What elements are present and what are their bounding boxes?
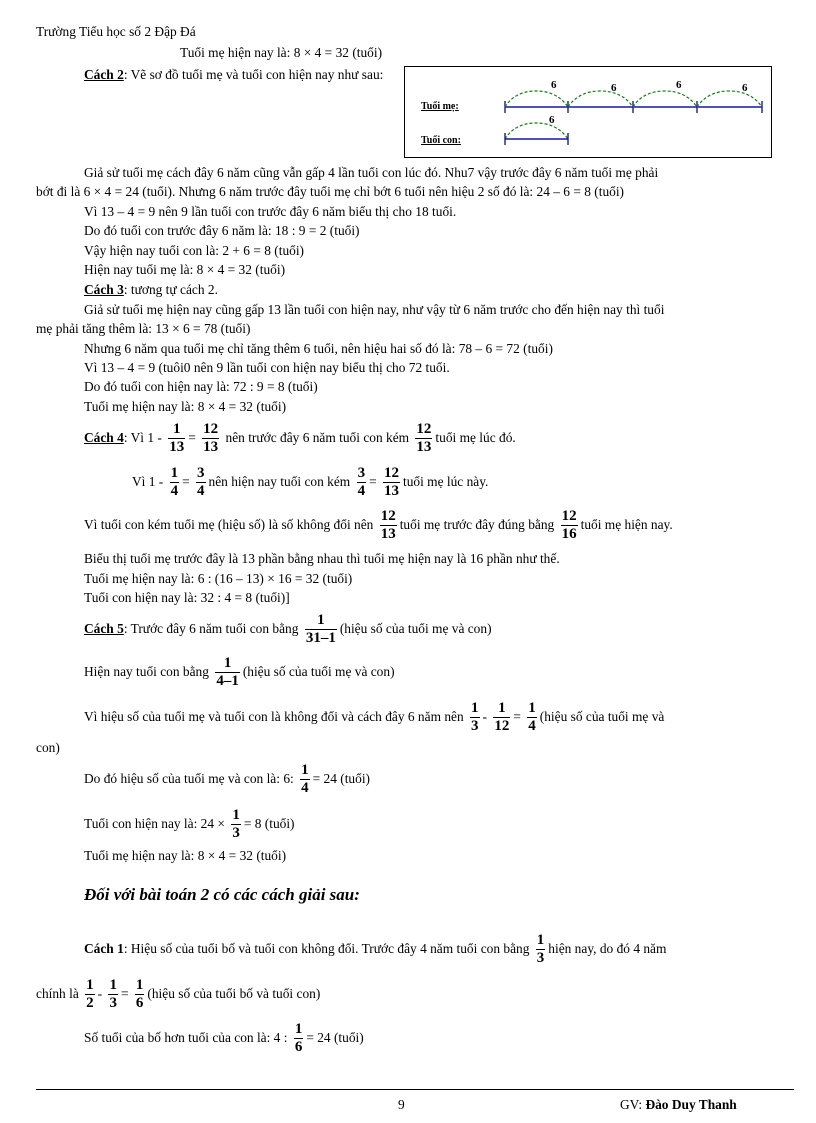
denominator: 3 bbox=[109, 995, 117, 1012]
mother-label: Tuổi mẹ: bbox=[421, 101, 459, 112]
fraction bbox=[85, 978, 95, 1011]
text: (hiệu số của tuổi mẹ và con) bbox=[242, 664, 395, 679]
age-diagram-svg bbox=[405, 67, 770, 156]
text: tuổi mẹ hiện nay. bbox=[580, 517, 673, 532]
numerator: 1 bbox=[471, 700, 479, 717]
equals: = bbox=[513, 709, 521, 724]
cach4-l5: Tuổi mẹ hiện nay là: 6 : (16 – 13) × 16 = 32 (tuổi) bbox=[84, 571, 353, 586]
numerator: 12 bbox=[380, 508, 396, 525]
denominator: 13 bbox=[380, 526, 396, 543]
numerator: 12 bbox=[416, 421, 432, 438]
brace-c1 bbox=[505, 123, 568, 139]
text: Hiện nay tuổi con bằng bbox=[84, 664, 209, 679]
text: Số tuổi của bố hơn tuổi của con là: 4 : bbox=[84, 1030, 288, 1045]
denominator: 12 bbox=[494, 718, 510, 735]
numerator: 1 bbox=[493, 701, 510, 718]
text: Tuổi con hiện nay là: 24 × bbox=[84, 816, 225, 831]
text: = 8 (tuổi) bbox=[243, 816, 295, 831]
text: (hiệu số của tuổi mẹ và con) bbox=[339, 621, 492, 636]
fraction bbox=[383, 466, 400, 499]
numerator: 1 bbox=[135, 977, 144, 994]
cach3-l3: Vì 13 – 4 = 9 (tuôi0 nên 9 lần tuổi con hiện nay biểu thị cho 72 tuổi. bbox=[84, 360, 450, 375]
cach4-l2 bbox=[132, 460, 488, 504]
page-number: 9 bbox=[398, 1097, 405, 1112]
cach2-l3: Do đó tuổi con trước đây 6 năm là: 18 : 9 = 2 (tuổi) bbox=[84, 223, 360, 238]
numerator: 3 bbox=[197, 465, 205, 482]
fraction bbox=[305, 613, 337, 646]
denominator: 2 bbox=[86, 995, 94, 1012]
cach4-l6: Tuổi con hiện nay là: 32 : 4 = 8 (tuổi)] bbox=[84, 590, 290, 605]
cach2-title bbox=[84, 66, 383, 84]
denominator: 4 bbox=[357, 483, 366, 500]
fraction bbox=[470, 701, 480, 734]
b2c1-label: Cách 1 bbox=[84, 941, 124, 956]
b2c1-l2 bbox=[36, 972, 320, 1016]
numerator: 1 bbox=[86, 977, 94, 994]
denominator: 3 bbox=[232, 825, 240, 842]
text: : Vì 1 - bbox=[123, 430, 162, 445]
section2-heading: Đối với bài toán 2 có các cách giải sau: bbox=[84, 885, 360, 904]
denominator: 13 bbox=[384, 483, 399, 500]
fraction bbox=[527, 701, 537, 734]
text: tuổi mẹ lúc đó. bbox=[435, 430, 516, 445]
cach2-label: Cách 2 bbox=[84, 67, 124, 82]
cach2-p1a: Giả sử tuổi mẹ cách đây 6 năm cũng vẫn gấp 4 lần tuổi con lúc đó. Nhu7 vậy trước đây 6 năm tuổi mẹ phải bbox=[84, 165, 659, 180]
gv-label: GV: bbox=[620, 1097, 643, 1112]
cach5-l3-cont: con) bbox=[36, 740, 60, 755]
seg-label: 6 bbox=[549, 114, 555, 126]
fraction bbox=[415, 422, 432, 455]
numerator: 1 bbox=[305, 613, 337, 630]
denominator: 13 bbox=[416, 439, 432, 456]
equals: = bbox=[182, 474, 190, 489]
cach2-l4: Vậy hiện nay tuổi con là: 2 + 6 = 8 (tuổi) bbox=[84, 243, 305, 258]
line-mother-age: Tuổi mẹ hiện nay là: 8 × 4 = 32 (tuổi) bbox=[180, 45, 383, 60]
cach4-l4: Biểu thị tuổi mẹ trước đây là 13 phần bằng nhau thì tuổi mẹ hiện nay là 16 phần như thế. bbox=[84, 551, 560, 566]
text: tuổi mẹ lúc này. bbox=[403, 474, 489, 489]
text: tuổi mẹ trước đây đúng bằng bbox=[399, 517, 555, 532]
school-header: Trường Tiểu học số 2 Đập Đá bbox=[36, 24, 196, 39]
brace-m4 bbox=[697, 91, 762, 107]
text: : Hiệu số của tuổi bố và tuổi con không đổi. Trước đây 4 năm tuổi con bằng bbox=[123, 941, 530, 956]
denominator: 4 bbox=[197, 483, 205, 500]
text: nên hiện nay tuổi con kém bbox=[208, 474, 351, 489]
seg-label: 6 bbox=[551, 79, 557, 91]
cach5-l6: Tuổi mẹ hiện nay là: 8 × 4 = 32 (tuổi) bbox=[84, 848, 287, 863]
text: = 24 (tuổi) bbox=[306, 1030, 364, 1045]
fraction bbox=[170, 466, 180, 499]
denominator: 13 bbox=[169, 439, 185, 456]
cach2-p1b: bớt đi là 6 × 4 = 24 (tuổi). Nhưng 6 năm trước đây tuổi mẹ chỉ bớt 6 tuổi nên hiệu 2 số đó là: 24 – 6 = 8 (tuổi) bbox=[36, 184, 625, 199]
numerator: 1 bbox=[536, 932, 545, 949]
cach3-p1a: Giả sử tuổi mẹ hiện nay cũng gấp 13 lần tuổi con hiện nay, như vậy từ 6 năm trước cho đến hiện nay thì tuổi bbox=[84, 302, 665, 317]
fraction bbox=[357, 466, 367, 499]
cach5-l5 bbox=[84, 802, 295, 846]
denominator: 4–1 bbox=[216, 673, 239, 690]
numerator: 1 bbox=[109, 977, 117, 994]
numerator: 1 bbox=[301, 762, 309, 779]
brace-m3 bbox=[633, 91, 697, 107]
minus: - bbox=[97, 986, 103, 1001]
denominator: 4 bbox=[301, 780, 309, 797]
cach5-l2 bbox=[84, 650, 395, 694]
cach3-text: : tương tự cách 2. bbox=[123, 282, 218, 297]
cach3-title bbox=[84, 281, 218, 299]
text: Do đó hiệu số của tuổi mẹ và con là: 6: bbox=[84, 771, 294, 786]
text: chính là bbox=[36, 986, 79, 1001]
fraction bbox=[294, 1022, 304, 1055]
text: (hiệu số của tuổi bố và tuổi con) bbox=[147, 986, 321, 1001]
cach3-l4: Do đó tuổi con hiện nay là: 72 : 9 = 8 (tuổi) bbox=[84, 379, 318, 394]
numerator: 1 bbox=[294, 1021, 303, 1038]
numerator: 1 bbox=[215, 656, 240, 673]
numerator: 3 bbox=[357, 465, 366, 482]
cach3-l2: Nhưng 6 năm qua tuổi mẹ chỉ tăng thêm 6 tuổi, nên hiệu hai số đó là: 78 – 6 = 72 (tuổi) bbox=[84, 341, 553, 356]
footer-divider bbox=[36, 1089, 794, 1090]
text: : Trước đây 6 năm tuổi con bằng bbox=[123, 621, 299, 636]
numerator: 12 bbox=[384, 465, 399, 482]
fraction bbox=[135, 978, 145, 1011]
denominator: 4 bbox=[170, 483, 179, 500]
cach2-l2: Vì 13 – 4 = 9 nên 9 lần tuổi con trước đây 6 năm biểu thị cho 18 tuổi. bbox=[84, 204, 457, 219]
text: Vì tuổi con kém tuổi mẹ (hiệu số) là số không đổi nên bbox=[84, 517, 374, 532]
cach5-label: Cách 5 bbox=[84, 621, 124, 636]
fraction bbox=[108, 978, 118, 1011]
cach2-text: : Vẽ sơ đồ tuổi mẹ và tuổi con hiện nay như sau: bbox=[123, 67, 384, 82]
text: Vì 1 - bbox=[132, 474, 164, 489]
cach4-label: Cách 4 bbox=[84, 430, 124, 445]
brace-m2 bbox=[568, 91, 633, 107]
seg-label: 6 bbox=[742, 82, 748, 94]
minus: - bbox=[482, 709, 487, 724]
fraction bbox=[493, 701, 510, 734]
denominator: 13 bbox=[203, 439, 219, 456]
cach4-l1 bbox=[84, 416, 516, 460]
seg-label: 6 bbox=[611, 82, 617, 94]
denominator: 3 bbox=[536, 950, 545, 967]
denominator: 6 bbox=[294, 1039, 303, 1056]
cach4-l3 bbox=[84, 503, 673, 547]
equals: = bbox=[120, 986, 129, 1001]
fraction bbox=[380, 509, 397, 542]
cach5-l4 bbox=[84, 757, 370, 801]
fraction bbox=[168, 422, 185, 455]
denominator: 31–1 bbox=[305, 630, 336, 647]
equals: = bbox=[188, 430, 196, 445]
fraction bbox=[231, 808, 241, 841]
cach2-l5: Hiện nay tuổi mẹ là: 8 × 4 = 32 (tuổi) bbox=[84, 262, 286, 277]
b2c1-l3 bbox=[84, 1016, 364, 1060]
cach3-l5: Tuổi mẹ hiện nay là: 8 × 4 = 32 (tuổi) bbox=[84, 399, 287, 414]
fraction bbox=[215, 656, 240, 689]
numerator: 1 bbox=[528, 700, 536, 717]
numerator: 12 bbox=[561, 508, 577, 525]
seg-label: 6 bbox=[676, 79, 682, 91]
text: hiện nay, do đó 4 năm bbox=[548, 941, 667, 956]
fraction bbox=[196, 466, 206, 499]
fraction bbox=[202, 422, 219, 455]
cach3-label: Cách 3 bbox=[84, 282, 124, 297]
brace-m1 bbox=[505, 91, 568, 107]
denominator: 4 bbox=[528, 718, 536, 735]
cach3-p1b: mẹ phải tăng thêm là: 13 × 6 = 78 (tuổi) bbox=[36, 321, 251, 336]
denominator: 3 bbox=[471, 718, 479, 735]
cach5-l1 bbox=[84, 607, 492, 651]
numerator: 1 bbox=[232, 807, 240, 824]
teacher-name: Đào Duy Thanh bbox=[645, 1097, 737, 1112]
b2c1-l1 bbox=[84, 927, 666, 971]
cach5-l3 bbox=[84, 695, 664, 739]
denominator: 6 bbox=[135, 995, 144, 1012]
numerator: 12 bbox=[203, 421, 219, 438]
fraction bbox=[561, 509, 578, 542]
teacher-credit bbox=[620, 1096, 737, 1114]
equals: = bbox=[369, 474, 377, 489]
text: (hiệu số của tuổi mẹ và bbox=[539, 709, 665, 724]
age-diagram bbox=[404, 66, 772, 158]
numerator: 1 bbox=[170, 465, 179, 482]
text: = 24 (tuổi) bbox=[312, 771, 370, 786]
text: nên trước đây 6 năm tuổi con kém bbox=[222, 430, 410, 445]
child-label: Tuổi con: bbox=[421, 135, 461, 146]
text: Vì hiệu số của tuổi mẹ và tuổi con là không đổi và cách đây 6 năm nên bbox=[84, 709, 464, 724]
fraction bbox=[300, 763, 310, 796]
fraction bbox=[536, 933, 546, 966]
denominator: 16 bbox=[561, 526, 577, 543]
numerator: 1 bbox=[168, 422, 185, 439]
